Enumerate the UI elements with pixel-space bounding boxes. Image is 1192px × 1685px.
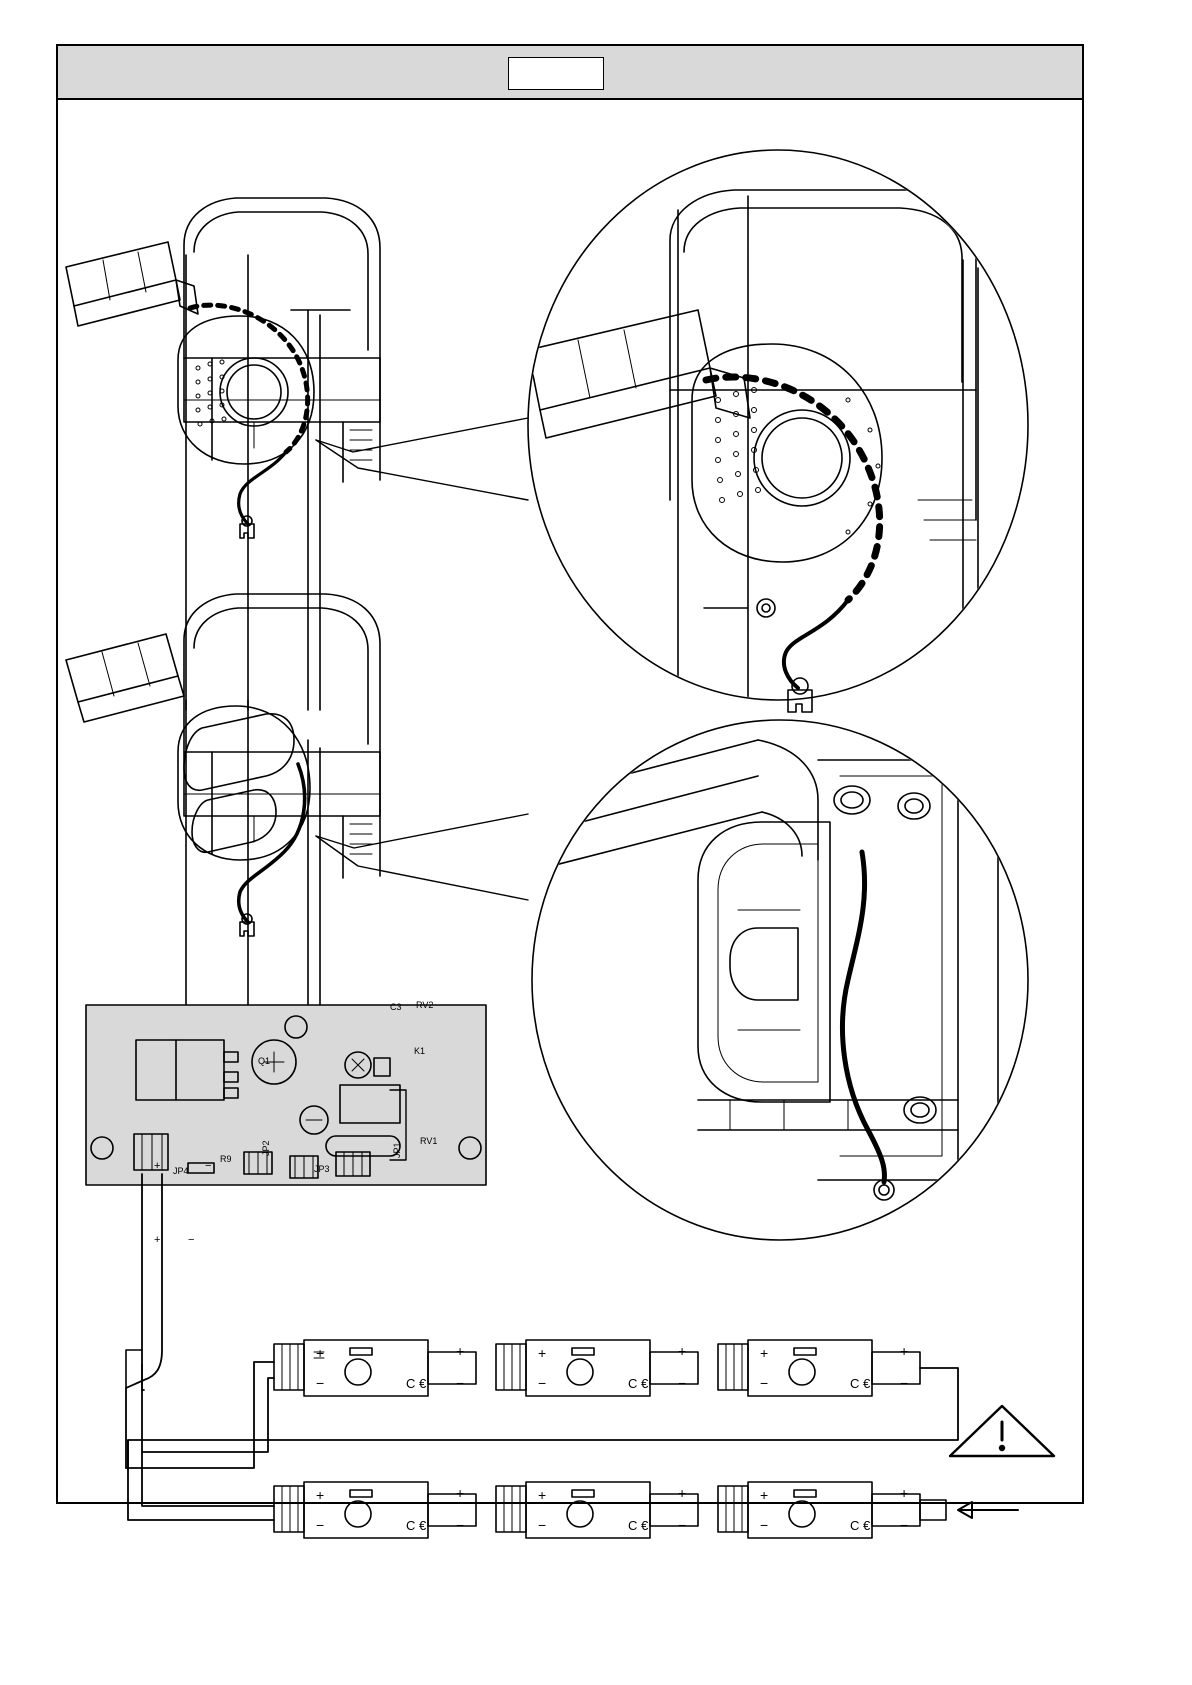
pcb-label-JP2: JP2 bbox=[261, 1140, 271, 1156]
gearmotor-small-top bbox=[66, 198, 528, 710]
svg-text:−: − bbox=[538, 1517, 547, 1533]
diagram-svg bbox=[58, 100, 1082, 1533]
svg-text:+: + bbox=[538, 1345, 547, 1361]
pcb-label-C3: C3 bbox=[390, 1002, 402, 1012]
svg-text:−: − bbox=[678, 1375, 687, 1391]
svg-text:+: + bbox=[678, 1343, 687, 1359]
svg-text:−: − bbox=[456, 1375, 465, 1391]
svg-text:+: + bbox=[316, 1487, 325, 1503]
pcb-board bbox=[86, 1005, 486, 1468]
detail-zoom-bottom bbox=[528, 720, 1028, 1240]
svg-text:−: − bbox=[900, 1517, 909, 1533]
pcb-terminal-plus: + bbox=[154, 1160, 161, 1172]
svg-text:−: − bbox=[760, 1375, 769, 1391]
svg-text:C €: C € bbox=[628, 1518, 649, 1533]
pcb-label-JP1: JP1 bbox=[392, 1142, 402, 1158]
svg-text:+: + bbox=[538, 1487, 547, 1503]
svg-text:+: + bbox=[456, 1485, 465, 1501]
lamp-chain-row1 bbox=[126, 1340, 958, 1470]
figure-header-box bbox=[508, 57, 604, 90]
pcb-label-JP4: JP4 bbox=[173, 1166, 189, 1176]
svg-text:−: − bbox=[538, 1375, 547, 1391]
lamp-chain-row2 bbox=[128, 1440, 1018, 1538]
pcb-label-Q1: Q1 bbox=[258, 1056, 271, 1066]
svg-text:−: − bbox=[900, 1375, 909, 1391]
pcb-label-RV2: RV2 bbox=[416, 1000, 434, 1010]
svg-text:C €: C € bbox=[406, 1518, 427, 1533]
svg-text:C €: C € bbox=[850, 1376, 871, 1391]
figure-artwork bbox=[58, 100, 1082, 1533]
svg-text:+: + bbox=[760, 1345, 769, 1361]
detail-zoom-top bbox=[528, 150, 1028, 712]
svg-text:+: + bbox=[456, 1343, 465, 1359]
svg-text:C €: C € bbox=[850, 1518, 871, 1533]
svg-text:−: − bbox=[316, 1375, 325, 1391]
warning-triangle bbox=[950, 1406, 1054, 1456]
wire-polarity-minus: − bbox=[188, 1234, 195, 1246]
pcb-label-K1: K1 bbox=[414, 1046, 426, 1056]
svg-text:−: − bbox=[456, 1517, 465, 1533]
svg-text:C €: C € bbox=[628, 1376, 649, 1391]
svg-text:−: − bbox=[760, 1517, 769, 1533]
svg-text:+: + bbox=[760, 1487, 769, 1503]
key-lock-icon-middle bbox=[240, 914, 254, 936]
key-lock-icon-top bbox=[240, 516, 254, 538]
svg-text:+: + bbox=[316, 1345, 325, 1361]
figure-header-bar bbox=[58, 46, 1082, 100]
svg-text:C €: C € bbox=[406, 1376, 427, 1391]
svg-text:+: + bbox=[900, 1485, 909, 1501]
wire-polarity-plus: + bbox=[154, 1234, 161, 1246]
svg-text:−: − bbox=[678, 1517, 687, 1533]
figure-frame bbox=[56, 44, 1084, 1533]
pcb-label-R9: R9 bbox=[220, 1154, 232, 1164]
pcb-label-JP3: JP3 bbox=[314, 1164, 330, 1174]
svg-text:−: − bbox=[316, 1517, 325, 1533]
pcb-label-RV1: RV1 bbox=[420, 1136, 438, 1146]
pcb-terminal-minus: − bbox=[205, 1160, 212, 1172]
svg-text:+: + bbox=[900, 1343, 909, 1359]
svg-text:+: + bbox=[678, 1485, 687, 1501]
